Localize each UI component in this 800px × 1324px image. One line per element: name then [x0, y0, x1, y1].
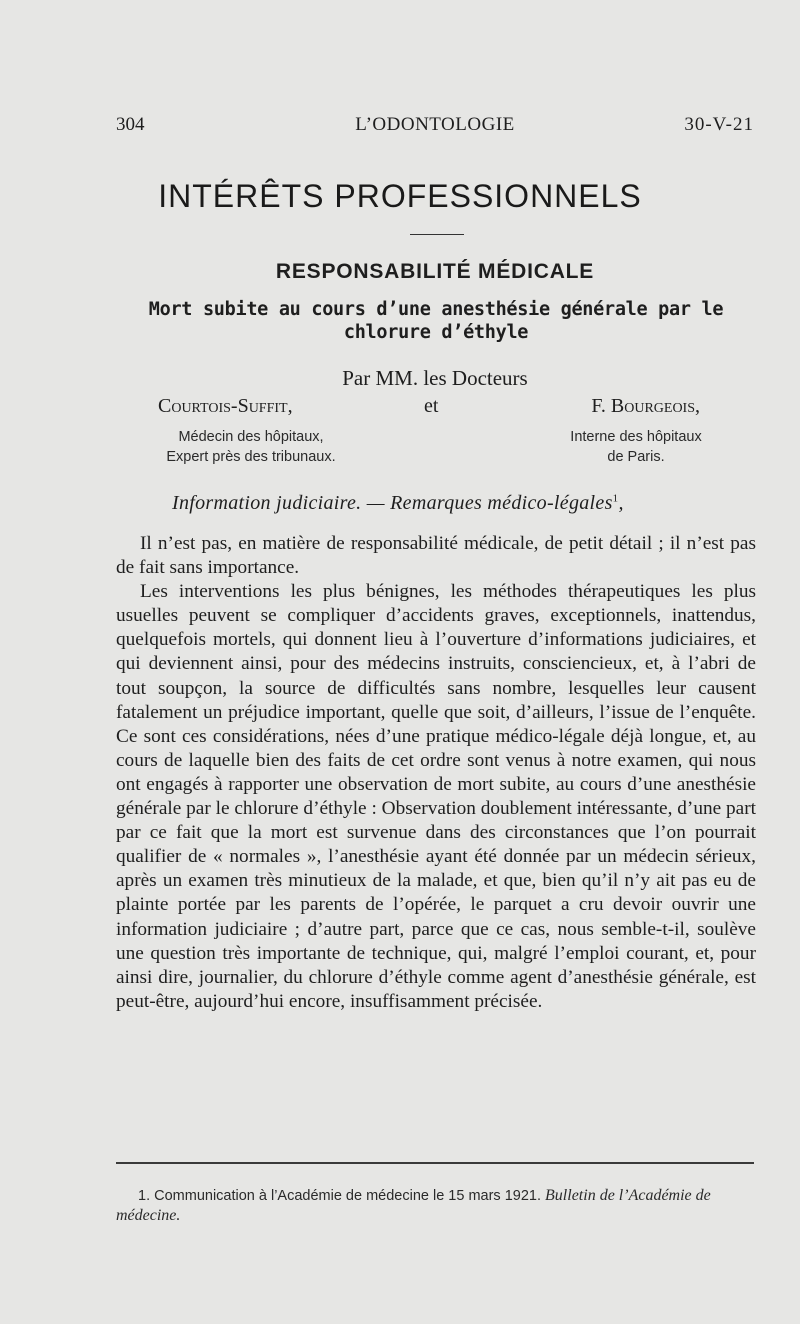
section-title: INTÉRÊTS PROFESSIONNELS — [158, 178, 642, 214]
affiliation-line: Expert près des tribunaux. — [166, 449, 336, 465]
footnote — [116, 1186, 756, 1226]
affiliation-line: Médecin des hôpitaux, — [178, 429, 324, 445]
subheading-text: Information judiciaire. — Remarques médico-légales — [172, 492, 613, 514]
author-conjunction: et — [424, 395, 439, 417]
affiliation-second — [526, 427, 746, 467]
running-head — [116, 114, 754, 142]
authors — [158, 395, 700, 423]
issue-date: 30-V-21 — [684, 114, 754, 135]
footnote-divider — [116, 1162, 754, 1164]
byline: Par MM. les Docteurs — [342, 366, 528, 390]
author-second: F. Bourgeois, — [591, 395, 700, 417]
subheading-trail: , — [618, 492, 624, 514]
article-body — [116, 532, 756, 1014]
affiliation-first — [136, 427, 366, 467]
paragraph: Les interventions les plus bénignes, les méthodes thérapeutiques les plus usuelles peuvent se compliquer d’accidents graves, exceptionnels, inattendus, quelquefois mortels, qui donnent lieu à l’ouverture d’informations judiciaires, et qui deviennent ainsi, pour des médecins instruits, consciencieux, et, à l’abri de tout soupçon, la source de difficultés sans nombre, lesquelles leur causent fatalement un préjudice important, quelle que soit, d’ailleurs, l’issue de l’enquête. Ce sont ces considérations, nées d’une pratique médico-légale déjà longue, et, au cours de laquelle bien des faits de cet ordre sont venus à notre examen, qui nous ont engagés à rapporter une observation de mort subite, au cours d’une anesthésie générale par le chlorure d’éthyle : Observation doublement intéressante, d’une part par ce fait que la mort est survenue dans des circonstances que l’on pourrait qualifier de « normales », l’anesthésie ayant été donnée par un médecin sérieux, après un examen très minutieux de la malade, et que, bien qu’il n’y ait pas eu de plainte portée par les parents de l’opérée, le parquet a cru devoir ouvrir une information judiciaire ; d’autre part, parce que ce cas, nous semble-t-il, soulève une question très importante de technique, qui, malgré l’emploi courant, et, pour ainsi dire, journalier, du chlorure d’éthyle comme agent d’anesthésie générale, est peut-être, aujourd’hui encore, insuffisamment précisée. — [116, 581, 756, 1012]
paragraph: Il n’est pas, en matière de responsabilité médicale, de petit détail ; il n’est pas de fait sans importance. — [116, 533, 756, 579]
author-first: Courtois-Suffit, — [158, 395, 293, 417]
footnote-mark: 1 — [612, 492, 619, 505]
subheading — [172, 492, 732, 515]
footnote-source: Bulletin de l’Académie de médecine. — [116, 1187, 711, 1224]
affiliation-line: Interne des hôpitaux — [570, 429, 702, 445]
page-number: 304 — [116, 114, 145, 135]
footnote-text: 1. Communication à l’Académie de médecine le 15 mars 1921. — [138, 1188, 541, 1204]
journal-name: L’ODONTOLOGIE — [355, 114, 515, 135]
rubric-heading: RESPONSABILITÉ MÉDICALE — [275, 260, 595, 283]
title-divider — [410, 234, 464, 235]
affiliation-line: de Paris. — [607, 449, 665, 465]
article-title: Mort subite au cours d’une anesthésie générale par le chlorure d’éthyle — [148, 299, 724, 343]
